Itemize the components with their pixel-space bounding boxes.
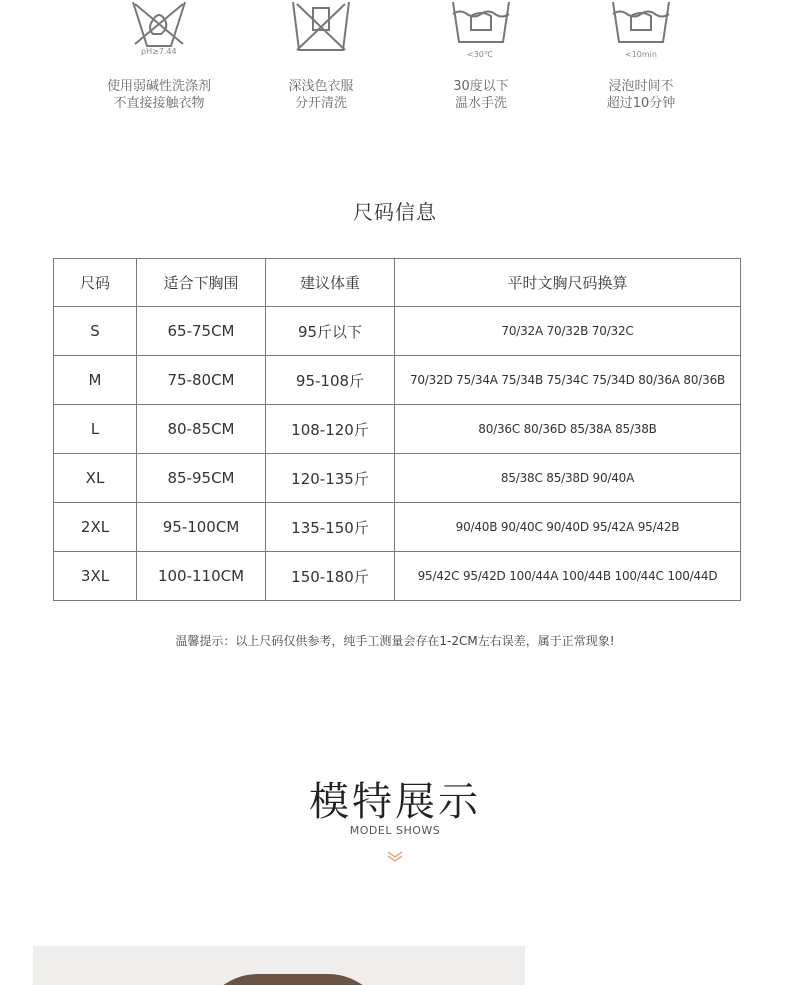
time-note: <10min: [625, 50, 657, 59]
no-tumble-wash-icon: [287, 0, 355, 58]
header-weight: 建议体重: [266, 259, 395, 307]
cell-size: S: [54, 307, 137, 356]
cell-size: 2XL: [54, 503, 137, 552]
cell-conversion: 80/36C 80/36D 85/38A 85/38B: [395, 405, 741, 454]
table-row: [54, 307, 741, 356]
cell-underbust: 100-110CM: [137, 552, 266, 601]
cell-underbust: 75-80CM: [137, 356, 266, 405]
care-instructions: [0, 0, 790, 130]
care-line: 超过10分钟: [606, 96, 676, 111]
care-text: [401, 78, 561, 112]
care-line: 30度以下: [453, 79, 509, 94]
cell-underbust: 95-100CM: [137, 503, 266, 552]
cell-weight: 108-120斤: [266, 405, 395, 454]
cell-underbust: 65-75CM: [137, 307, 266, 356]
cell-conversion: 90/40B 90/40C 90/40D 95/42A 95/42B: [395, 503, 741, 552]
table-row: [54, 405, 741, 454]
model-hair: [198, 974, 388, 985]
cell-weight: 120-135斤: [266, 454, 395, 503]
table-row: [54, 552, 741, 601]
header-size: 尺码: [54, 259, 137, 307]
cell-conversion: 70/32A 70/32B 70/32C: [395, 307, 741, 356]
header-underbust: 适合下胸围: [137, 259, 266, 307]
size-section-title: 尺码信息: [353, 200, 437, 224]
header-bra-conversion: 平时文胸尺码换算: [395, 259, 741, 307]
table-row: [54, 503, 741, 552]
table-header-row: [54, 259, 741, 307]
hand-wash-icon: [449, 0, 513, 59]
care-line: 使用弱碱性洗涤剂: [106, 79, 211, 94]
cell-weight: 95-108斤: [266, 356, 395, 405]
care-line: 深浅色衣服: [288, 79, 354, 94]
cell-weight: 150-180斤: [266, 552, 395, 601]
size-table: [53, 258, 741, 601]
model-section-subtitle: MODEL SHOWS: [349, 824, 441, 837]
cell-conversion: 70/32D 75/34A 75/34B 75/34C 75/34D 80/36A 80/36B: [395, 356, 741, 405]
care-line: 浸泡时间不: [608, 79, 674, 94]
care-line: 不直接接触衣物: [113, 96, 205, 111]
cell-underbust: 80-85CM: [137, 405, 266, 454]
cell-size: M: [54, 356, 137, 405]
no-bleach-icon: [127, 0, 191, 58]
cell-size: L: [54, 405, 137, 454]
ph-note: pH≥7.44: [141, 47, 177, 56]
cell-size: XL: [54, 454, 137, 503]
cell-size: 3XL: [54, 552, 137, 601]
cell-weight: 135-150斤: [266, 503, 395, 552]
care-text: [79, 78, 239, 112]
cell-underbust: 85-95CM: [137, 454, 266, 503]
size-tip: 温馨提示：以上尺码仅供参考，纯手工测量会存在1-2CM左右误差，属于正常现象!: [175, 634, 615, 648]
care-line: 温水手洗: [454, 96, 507, 111]
care-line: 分开清洗: [294, 96, 347, 111]
model-section-title: 模特展示: [309, 779, 481, 825]
soak-icon: [609, 0, 673, 59]
table-row: [54, 454, 741, 503]
table-row: [54, 356, 741, 405]
temperature-note: <30℃: [467, 50, 493, 59]
chevron-down-icon: [385, 848, 405, 862]
care-text: [241, 78, 401, 112]
model-photo: [33, 946, 525, 985]
cell-conversion: 85/38C 85/38D 90/40A: [395, 454, 741, 503]
cell-conversion: 95/42C 95/42D 100/44A 100/44B 100/44C 100/44D: [395, 552, 741, 601]
cell-weight: 95斤以下: [266, 307, 395, 356]
care-text: [561, 78, 721, 112]
